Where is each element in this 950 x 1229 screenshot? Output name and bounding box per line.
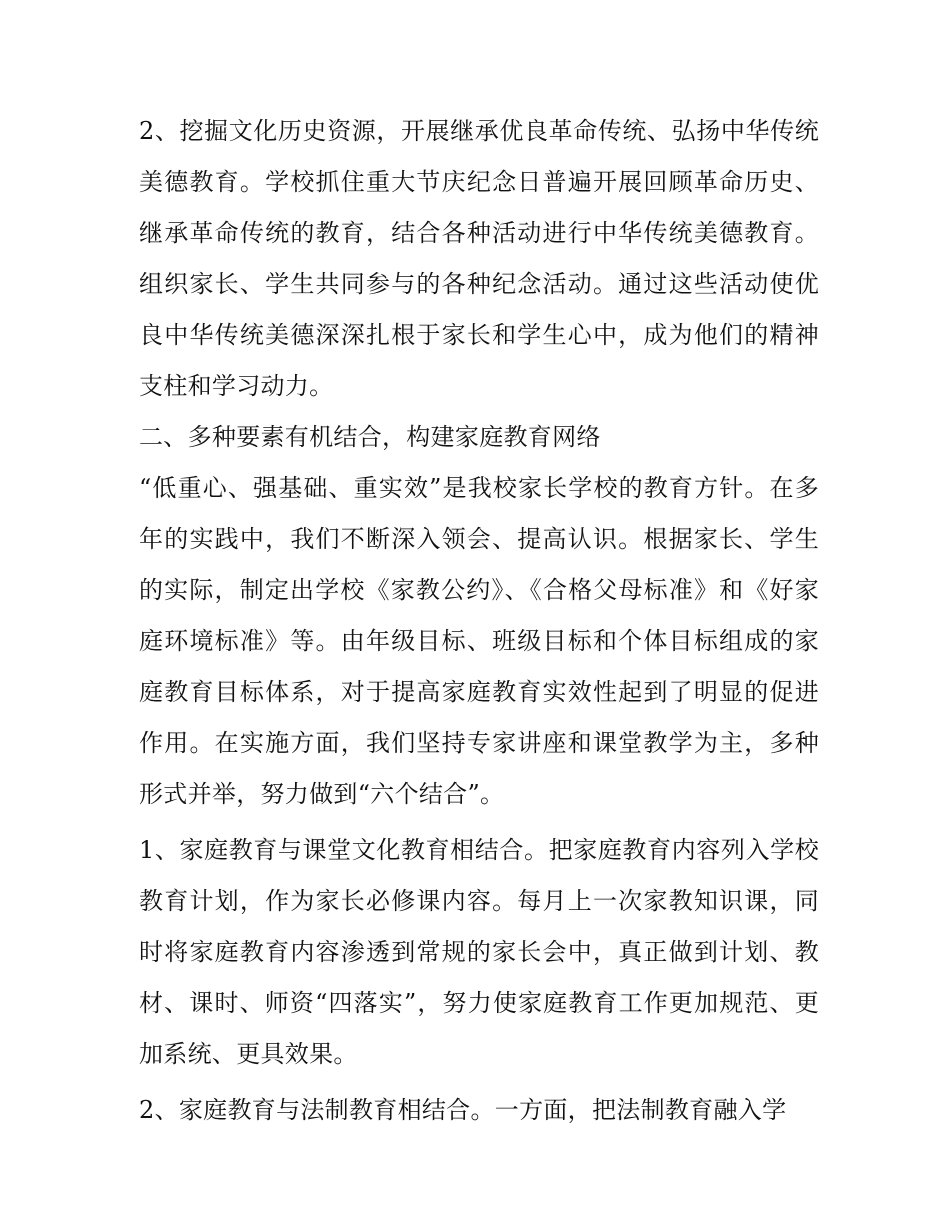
paragraph-traditional-education: 2、挖掘文化历史资源，开展继承优良革命传统、弘扬中华传统美德教育。学校抓住重大节庆纪念日普遍开展回顾革命历史、继承革命传统的教育，结合各种活动进行中华传统美德教育。组织家长、学生共同参与的各种纪念活动。通过这些活动使优良中华传统美德深深扎根于家长和学生心中，成为他们的精神支柱和学习动力。 (139, 117, 819, 400)
paragraph-legal-education-combination: 2、家庭教育与法制教育相结合。一方面，把法制教育融入学 (139, 1096, 787, 1124)
paragraph-education-policy: “低重心、强基础、重实效”是我校家长学校的教育方针。在多年的实践中，我们不断深入领会、提高认识。根据家长、学生的实际，制定出学校《家教公约》、《合格父母标准》和《好家庭环境标准》等。由年级目标、班级目标和个体目标组成的家庭教育目标体系，对于提高家庭教育实效性起到了明显的促进作用。在实施方面，我们坚持专家讲座和课堂教学为主，多种形式并举，努力做到“六个结合”。 (139, 474, 819, 808)
section-heading-family-education-network: 二、多种要素有机结合，构建家庭教育网络 (139, 423, 601, 451)
paragraph-classroom-combination: 1、家庭教育与课堂文化教育相结合。把家庭教育内容列入学校教育计划，作为家长必修课内容。每月上一次家教知识课，同时将家庭教育内容渗透到常规的家长会中，真正做到计划、教材、课时、师资“四落实”，努力使家庭教育工作更加规范、更加系统、更具效果。 (139, 836, 819, 1068)
document-body (139, 106, 819, 1136)
